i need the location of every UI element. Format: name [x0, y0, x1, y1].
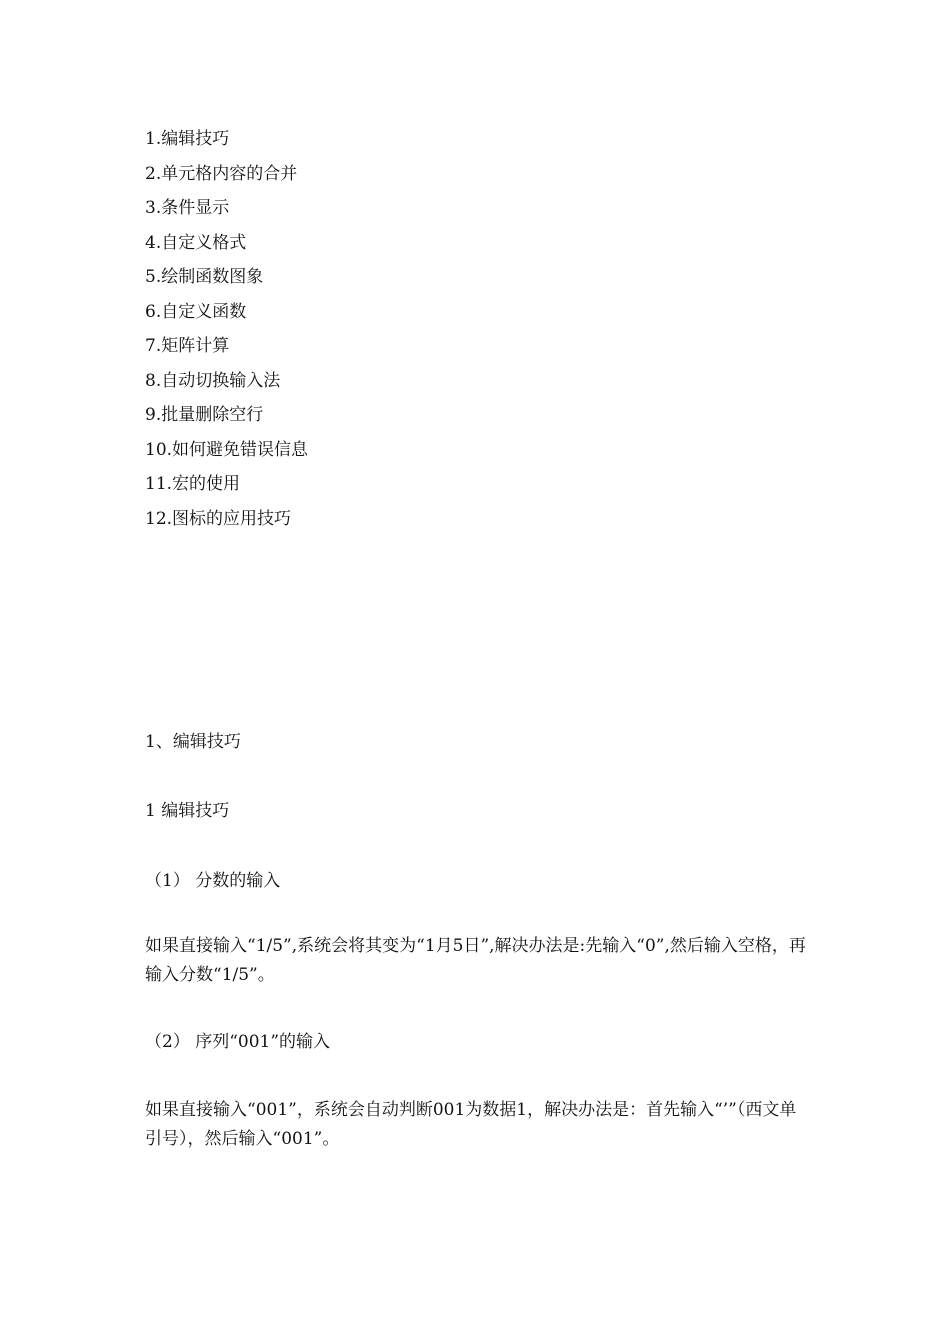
paragraph-fraction-input: 如果直接输入“1/5”,系统会将其变为“1月5日”,解决办法是:先输入“0”,然后输入空格，再输入分数“1/5”。 [145, 936, 806, 985]
toc-item-6: 6.自定义函数 [145, 301, 247, 322]
toc-item-8: 8.自动切换输入法 [145, 370, 281, 391]
subsection-heading-fraction: （1） 分数的输入 [145, 871, 281, 891]
toc-item-1: 1.编辑技巧 [145, 129, 230, 149]
toc-item-10: 10.如何避免错误信息 [145, 439, 309, 460]
document-body [145, 728, 813, 1154]
toc-item-11: 11.宏的使用 [145, 474, 241, 494]
toc-item-4: 4.自定义格式 [145, 232, 247, 253]
table-of-contents [145, 122, 805, 536]
chapter-heading: 1、编辑技巧 [145, 732, 241, 752]
section-heading: 1 编辑技巧 [145, 801, 230, 821]
toc-item-9: 9.批量删除空行 [145, 405, 264, 425]
paragraph-sequence-input: 如果直接输入“001”，系统会自动判断001为数据1，解决办法是：首先输入“’”（西文单引号），然后输入“001”。 [145, 1100, 797, 1149]
toc-item-12: 12.图标的应用技巧 [145, 508, 292, 529]
toc-item-5: 5.绘制函数图象 [145, 267, 264, 287]
toc-item-2: 2.单元格内容的合并 [145, 163, 298, 184]
toc-item-7: 7.矩阵计算 [145, 336, 230, 356]
subsection-heading-sequence: （2） 序列“001”的输入 [145, 1032, 331, 1052]
toc-item-3: 3.条件显示 [145, 198, 230, 218]
